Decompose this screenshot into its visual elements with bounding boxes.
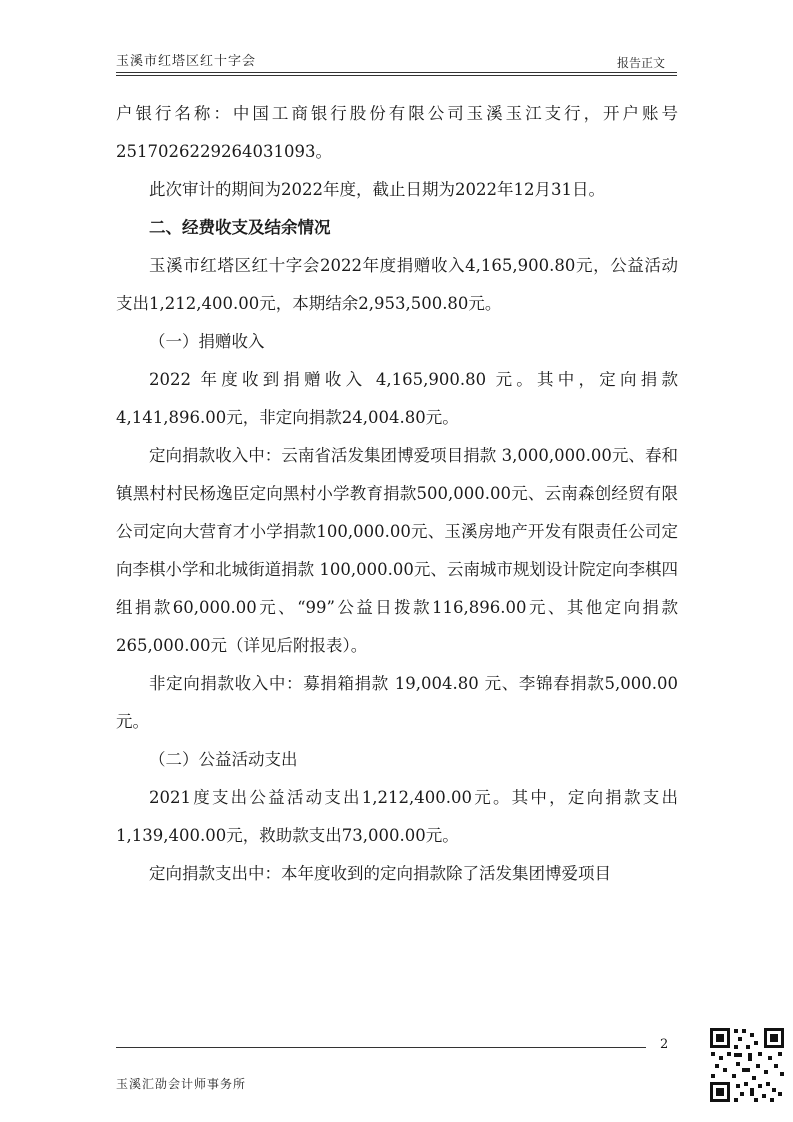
header-divider [116, 72, 677, 76]
paragraph-expense-summary: 2021度支出公益活动支出1,212,400.00元。其中，定向捐款支出1,139,400.00元，救助款支出73,000.00元。 [116, 788, 678, 845]
paragraph-summary: 玉溪市红塔区红十字会2022年度捐赠收入4,165,900.80元，公益活动支出1,212,400.00元，本期结余2,953,500.80元。 [116, 256, 678, 313]
paragraph-directed-donations: 定向捐款收入中：云南省活发集团博爱项目捐款 3,000,000.00元、春和镇黑村村民杨逸臣定向黑村小学教育捐款500,000.00元、云南森创经贸有限公司定向大营育才小学捐款100,000.00元、玉溪房地产开发有限责任公司定向李棋小学和北城街道捐款 100,000.00元、云南城市规划设计院定向李棋四组捐款60,000.00元、“99”公益日拨款116,896.00元、其他定向捐款265,000.00元（详见后附报表）。 [116, 446, 678, 655]
page-number: 2 [660, 1037, 669, 1052]
paragraph-audit-period: 此次审计的期间为2022年度，截止日期为2022年12月31日。 [149, 180, 605, 199]
header-organization: 玉溪市红塔区红十字会 [116, 54, 257, 69]
footer-divider [116, 1047, 646, 1048]
paragraph-undirected-donations: 非定向捐款收入中：募捐箱捐款 19,004.80 元、李锦春捐款5,000.00元。 [116, 674, 678, 731]
paragraph-directed-expense: 定向捐款支出中：本年度收到的定向捐款除了活发集团博爱项目 [149, 864, 611, 883]
section-heading-funds: 二、经费收支及结余情况 [149, 218, 331, 237]
subheading-donation-income: （一）捐赠收入 [149, 332, 265, 351]
qr-code-icon [708, 1026, 786, 1104]
paragraph-donation-income: 2022 年度收到捐赠收入 4,165,900.80 元。其中，定向捐款4,141,896.00元，非定向捐款24,004.80元。 [116, 370, 678, 427]
paragraph-bank-account: 户银行名称：中国工商银行股份有限公司玉溪玉江支行，开户账号2517026229264031093。 [116, 104, 678, 161]
footer-firm-name: 玉溪汇劭会计师事务所 [116, 1077, 247, 1091]
subheading-public-welfare-expense: （二）公益活动支出 [149, 750, 298, 769]
document-body [116, 95, 678, 893]
header-document-type: 报告正文 [616, 56, 665, 70]
